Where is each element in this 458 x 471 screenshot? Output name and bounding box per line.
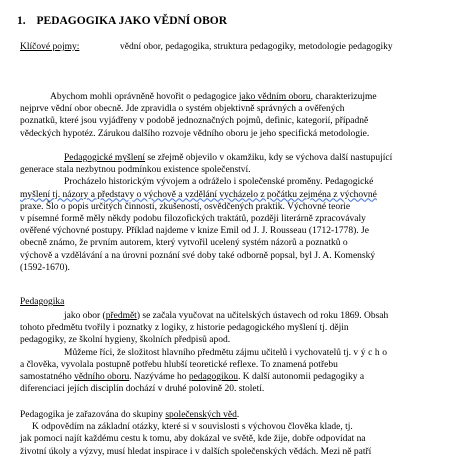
keywords-row (20, 42, 445, 52)
text-line: ověřené výchovné postupy. Příklad najdeme v knize Emil od J. J. Rousseau (1712-1778). Je (20, 226, 369, 237)
text-line: životní úkoly a výzvy, musí hledat inspirace i v dalších společenských vědách. Mezi ně patří (20, 446, 372, 457)
text-line: diferenciaci jejích disciplín dochází v druhé polovině 20. století. (20, 384, 265, 395)
text-line: tohoto předmětu tvořily i poznatky z logiky, z historie pedagogického myšlení tj. dějin (20, 323, 349, 334)
text-line: pedagogiky, ze školní hygieny, školních předpisů apod. (20, 335, 231, 346)
text-line: jak pomoci najít každému cestu k tomu, aby dokázal ve světě, kde žije, dobře odpovídat na (20, 434, 366, 445)
text-run: . Nazýváme ho (129, 372, 189, 383)
section-heading (17, 15, 227, 27)
text-run: Můžeme říci, že složitost hlavního předmětu zájmu učitelů i vychovatelů tj. (64, 347, 354, 358)
text-line (20, 347, 445, 359)
text-line: nejprve vědní obor obecně. Jde zpravidla o systém objektivně správných a ověřených (20, 104, 345, 115)
text-line (20, 409, 445, 421)
section-number: 1. (17, 15, 26, 27)
text-run: , charakterizujme (310, 92, 377, 102)
text-line (20, 371, 445, 383)
underlined-term: Pedagogické myšlení (64, 153, 145, 163)
text-line: (1592-1670). (20, 262, 70, 273)
paragraph-thinking (20, 152, 445, 274)
text-line: obecně známo, že prvním autorem, který vytvořil ucelený systém názorů a poznatků o (20, 238, 348, 249)
section-title: PEDAGOGIKA JAKO VĚDNÍ OBOR (36, 15, 228, 27)
text-run: samostatného (20, 372, 75, 383)
text-line: v písemné formě měly někdy podobu filozofických traktátů, později literárně zpracovávaly (20, 214, 366, 225)
underlined-term: jako vědním oboru (238, 92, 311, 102)
text-line: K odpovědím na základní otázky, které si v souvislosti s výchovou člověka klade, tj. (32, 422, 353, 433)
underlined-term: předmět (105, 311, 137, 321)
keywords-values: vědní obor, pedagogika, struktura pedagogiky, metodologie pedagogiky (120, 42, 393, 52)
text-run: . (236, 410, 240, 420)
spaced-text: výcho (353, 347, 390, 358)
text-line: praxe. Šlo o popis určitých činností, zkušeností, osvědčených praktik. Výchovné teorie (20, 201, 351, 212)
text-line: poznatků, které jsou vyjádřeny v podobě jednoznačných pojmů, definic, kategorií, případně (20, 116, 369, 127)
text-run: jako obor ( (64, 311, 106, 321)
text-line: výchově a vzdělávání a na úrovni poznání své doby také odborně popsal, byl J. A. Komenský (20, 250, 376, 261)
paragraph-social-sciences (20, 409, 445, 458)
text-line: myšlení tj. názory a představy o výchově a vzdělání vycházelo z počátku zejména z výchovné (20, 189, 377, 200)
text-run: Abychom mohli oprávněně hovořit o pedagogice (50, 92, 239, 102)
underlined-term: pedagogikou (188, 372, 238, 383)
text-run: ) se začala vyučovat na učitelských ústavech od roku 1869. Obsah (136, 311, 389, 321)
paragraph-pedagogika (20, 310, 445, 395)
text-line (20, 152, 445, 164)
paragraph-intro (20, 91, 445, 140)
text-line: Procházelo historickým vývojem a odráželo i společenské proměny. Pedagogické (64, 177, 374, 188)
text-line: a člověka, vyvolala postupně potřebu hlubší teoretické reflexe. To znamená potřebu (20, 359, 338, 370)
text-line (20, 310, 445, 322)
text-run: . K další autonomii pedagogiky a (237, 372, 365, 383)
text-line (20, 91, 445, 103)
subheading-pedagogika: Pedagogika (20, 297, 65, 307)
text-line: generace stala nezbytnou podmínkou existence společenství. (20, 165, 251, 176)
text-run: se zřejmě objevilo v okamžiku, kdy se výchova další nastupující (145, 153, 393, 163)
underlined-term: vědního oboru (74, 372, 130, 383)
text-run: Pedagogika je zařazována do skupiny (20, 410, 166, 420)
underlined-term: společenských věd (165, 410, 237, 420)
text-line: vědeckých hypotéz. Zárukou dalšího rozvoje vědního oboru je jeho specifická metodologie. (20, 128, 370, 139)
keywords-label: Klíčové pojmy: (20, 42, 80, 52)
